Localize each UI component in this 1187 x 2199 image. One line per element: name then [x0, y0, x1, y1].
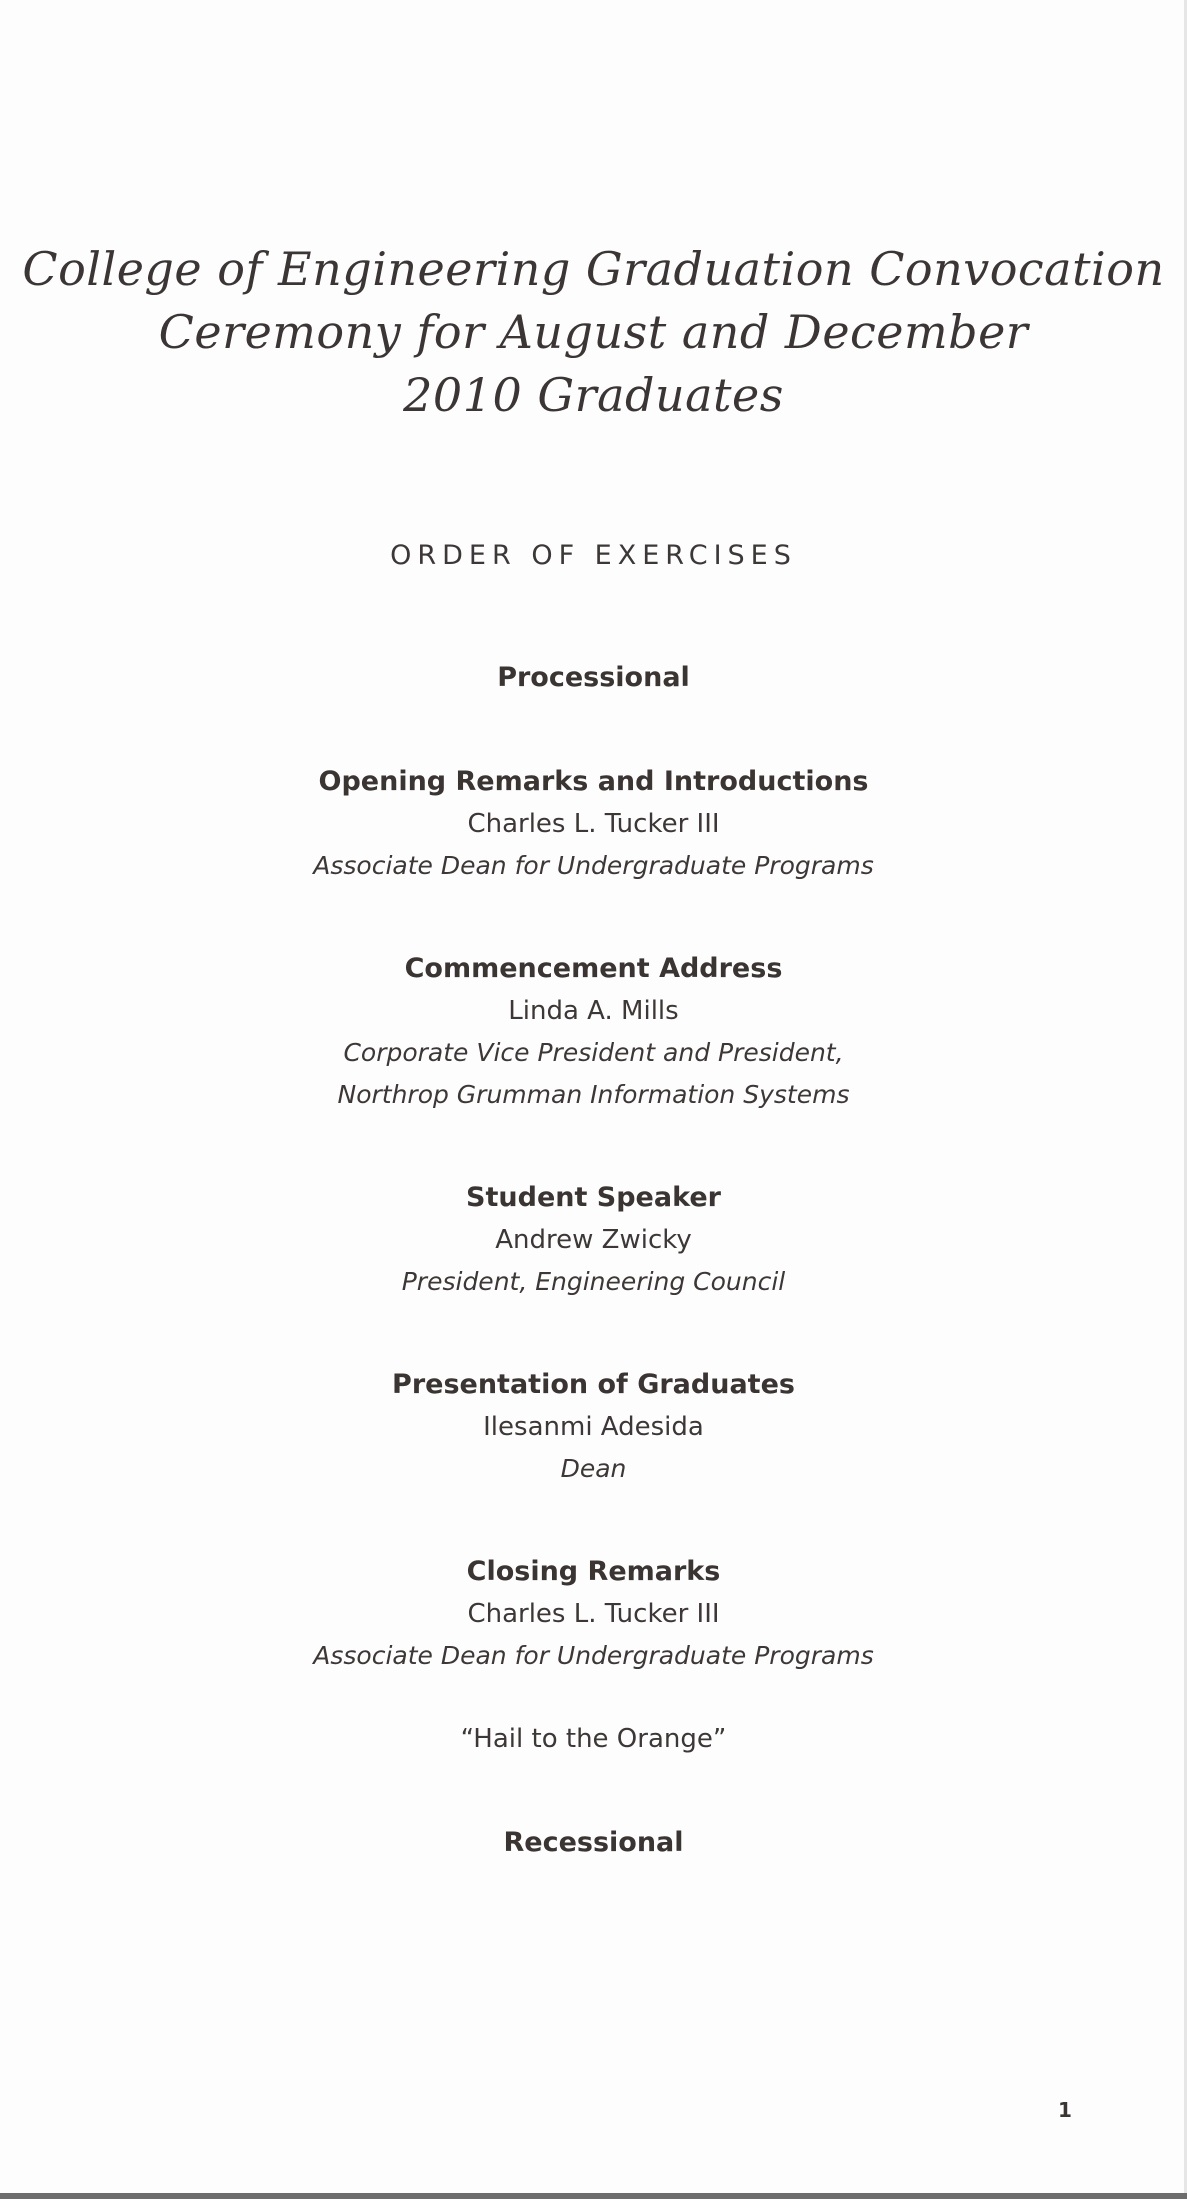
presentation-of-graduates-role: Dean — [560, 1454, 627, 1483]
page-number: 1 — [1058, 2098, 1072, 2122]
commencement-address-heading: Commencement Address — [404, 953, 783, 984]
student-speaker-heading: Student Speaker — [466, 1182, 721, 1213]
closing-remarks-speaker: Charles L. Tucker III — [467, 1599, 720, 1629]
order-of-exercises-heading: ORDER OF EXERCISES — [390, 540, 797, 571]
presentation-of-graduates-section — [0, 1364, 1187, 1490]
title-line-2: Ceremony for August and December — [158, 305, 1029, 359]
presentation-of-graduates-speaker: Ilesanmi Adesida — [483, 1412, 704, 1442]
opening-remarks-section — [0, 761, 1187, 887]
commencement-address-role-line-2: Northrop Grumman Information Systems — [337, 1080, 850, 1109]
closing-remarks-heading: Closing Remarks — [466, 1556, 721, 1587]
opening-remarks-heading: Opening Remarks and Introductions — [318, 766, 869, 797]
title-line-3: 2010 Graduates — [403, 368, 784, 422]
closing-remarks-role: Associate Dean for Undergraduate Programs — [313, 1641, 874, 1670]
closing-remarks-section — [0, 1551, 1187, 1677]
alma-mater-song: “Hail to the Orange” — [460, 1724, 727, 1754]
commencement-address-role-line-1: Corporate Vice President and President, — [343, 1038, 844, 1067]
ceremony-title — [0, 238, 1187, 427]
commencement-address-speaker: Linda A. Mills — [508, 996, 679, 1026]
student-speaker-role: President, Engineering Council — [401, 1267, 786, 1296]
processional-section — [0, 657, 1187, 699]
recessional-heading: Recessional — [503, 1827, 684, 1858]
commencement-address-section — [0, 948, 1187, 1116]
page-bottom-edge — [0, 2193, 1187, 2199]
student-speaker-name: Andrew Zwicky — [495, 1225, 692, 1255]
recessional-section — [0, 1822, 1187, 1864]
opening-remarks-speaker: Charles L. Tucker III — [467, 809, 720, 839]
presentation-of-graduates-heading: Presentation of Graduates — [392, 1369, 795, 1400]
processional-heading: Processional — [497, 662, 690, 693]
title-line-1: College of Engineering Graduation Convocation — [22, 242, 1165, 296]
opening-remarks-role: Associate Dean for Undergraduate Programs — [313, 851, 874, 880]
student-speaker-section — [0, 1177, 1187, 1303]
song-section — [0, 1718, 1187, 1760]
